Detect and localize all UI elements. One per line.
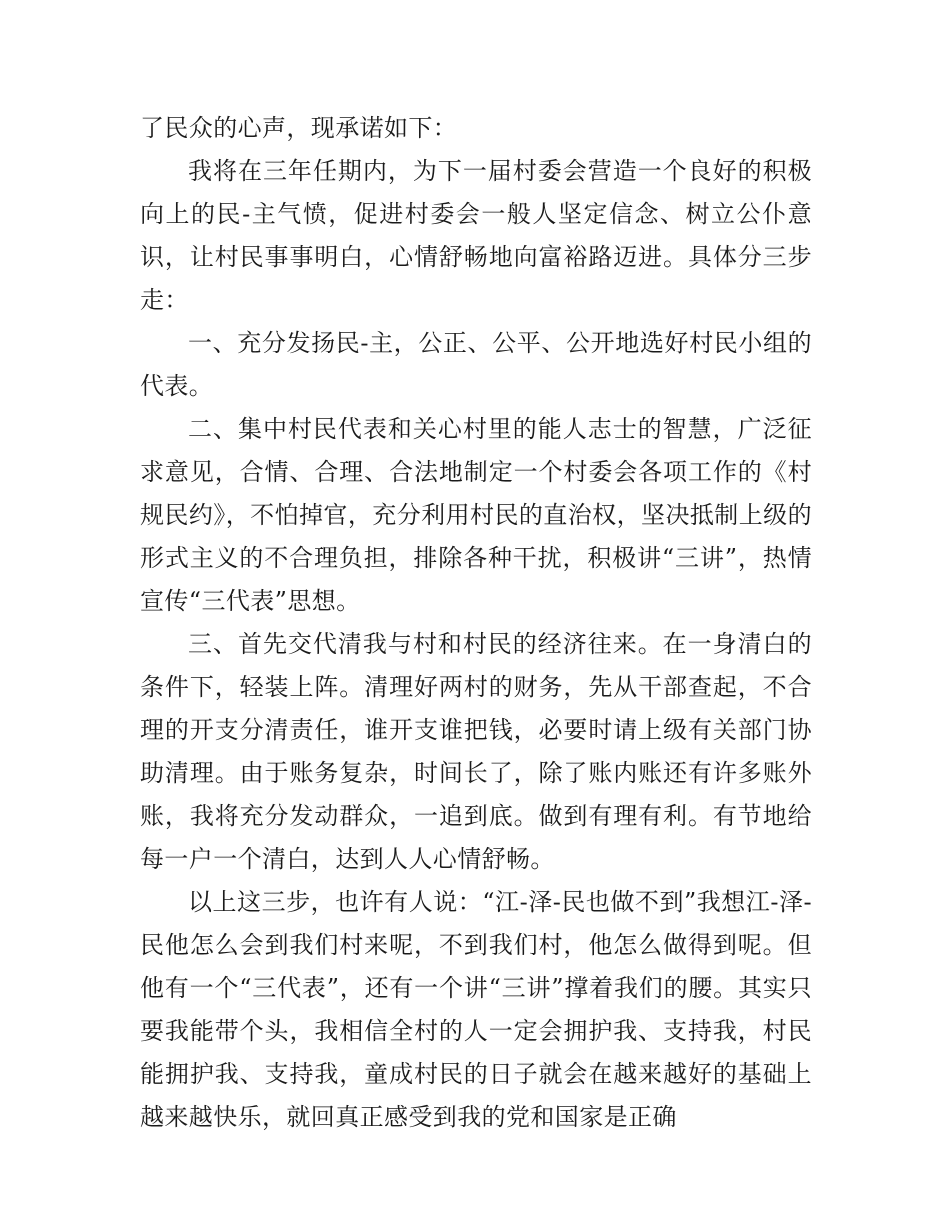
paragraph-3: 二、集中村民代表和关心村里的能人志士的智慧，广泛征求意见，合情、合理、合法地制定一个村委会各项工作的《村规民约》，不怕掉官，充分利用村民的直治权，坚决抵制上级的形式主义的不合理负担，排除各种干扰，积极讲“三讲”，热情宣传“三代表”思想。 — [140, 415, 812, 615]
paragraph-2: 一、充分发扬民-主，公正、公平、公开地选好村民小组的代表。 — [140, 329, 812, 400]
paragraph-1: 我将在三年任期内，为下一届村委会营造一个良好的积极向上的民-主气愤，促进村委会一般人坚定信念、树立公仆意识，让村民事事明白，心情舒畅地向富裕路迈进。具体分三步走： — [140, 157, 812, 314]
paragraph-0: 了民众的心声，现承诺如下： — [140, 114, 458, 142]
document-body — [140, 107, 812, 1139]
paragraph-4: 三、首先交代清我与村和村民的经济往来。在一身清白的条件下，轻装上阵。清理好两村的财务，先从干部查起，不合理的开支分清责任，谁开支谁把钱，必要时请上级有关部门协助清理。由于账务复杂，时间长了，除了账内账还有许多账外账，我将充分发动群众，一追到底。做到有理有利。有节地给每一户一个清白，达到人人心情舒畅。 — [140, 630, 812, 873]
paragraph-5: 以上这三步，也许有人说：“江-泽-民也做不到”我想江-泽-民他怎么会到我们村来呢，不到我们村，他怎么做得到呢。但他有一个“三代表”，还有一个讲“三讲”撑着我们的腰。其实只要我能带个头，我相信全村的人一定会拥护我、支持我，村民能拥护我、支持我，童成村民的日子就会在越来越好的基础上越来越快乐，就回真正感受到我的党和国家是正确 — [140, 888, 812, 1131]
